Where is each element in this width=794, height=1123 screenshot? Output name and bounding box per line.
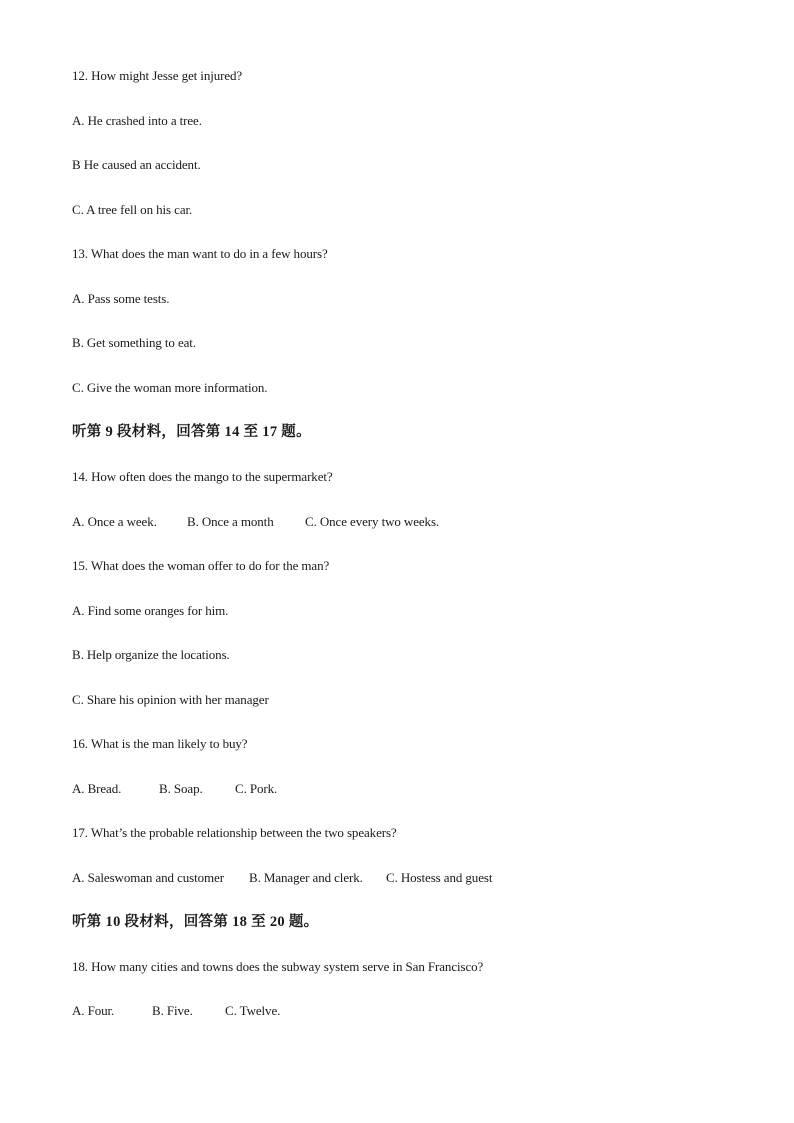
question-18-options	[72, 1003, 280, 1019]
question-18: 18. How many cities and towns does the subway system serve in San Francisco?	[72, 959, 484, 974]
question-17: 17. What’s the probable relationship between the two speakers?	[72, 825, 397, 840]
question-13: 13. What does the man want to do in a few hours?	[72, 246, 328, 261]
question-14-option-c: C. Once every two weeks.	[305, 514, 440, 529]
question-15-option-c: C. Share his opinion with her manager	[72, 692, 269, 707]
question-12-option-b: B He caused an accident.	[72, 157, 201, 172]
question-14-option-b: B. Once a month	[187, 514, 274, 529]
question-12-option-a: A. He crashed into a tree.	[72, 113, 202, 128]
section-9-heading: 听第 9 段材料，回答第 14 至 17 题。	[72, 424, 311, 440]
question-12: 12. How might Jesse get injured?	[72, 68, 243, 83]
question-17-option-a: A. Saleswoman and customer	[72, 870, 224, 885]
question-17-option-b: B. Manager and clerk.	[249, 870, 363, 885]
question-13-option-b: B. Get something to eat.	[72, 335, 196, 350]
question-16-options	[72, 781, 277, 797]
section-10-heading: 听第 10 段材料，回答第 18 至 20 题。	[72, 914, 319, 930]
question-15-option-a: A. Find some oranges for him.	[72, 603, 229, 618]
question-14: 14. How often does the mango to the supermarket?	[72, 469, 333, 484]
question-17-option-c: C. Hostess and guest	[386, 870, 493, 885]
question-16: 16. What is the man likely to buy?	[72, 736, 248, 751]
question-18-option-c: C. Twelve.	[225, 1003, 281, 1018]
question-18-option-b: B. Five.	[152, 1003, 193, 1018]
question-13-option-c: C. Give the woman more information.	[72, 380, 268, 395]
question-15-option-b: B. Help organize the locations.	[72, 647, 230, 662]
question-12-option-c: C. A tree fell on his car.	[72, 202, 193, 217]
question-14-option-a: A. Once a week.	[72, 514, 157, 529]
question-16-option-c: C. Pork.	[235, 781, 278, 796]
question-16-option-a: A. Bread.	[72, 781, 122, 796]
question-13-option-a: A. Pass some tests.	[72, 291, 170, 306]
question-17-options	[72, 870, 492, 886]
question-18-option-a: A. Four.	[72, 1003, 115, 1018]
question-14-options	[72, 514, 439, 530]
question-16-option-b: B. Soap.	[159, 781, 203, 796]
question-15: 15. What does the woman offer to do for the man?	[72, 558, 330, 573]
